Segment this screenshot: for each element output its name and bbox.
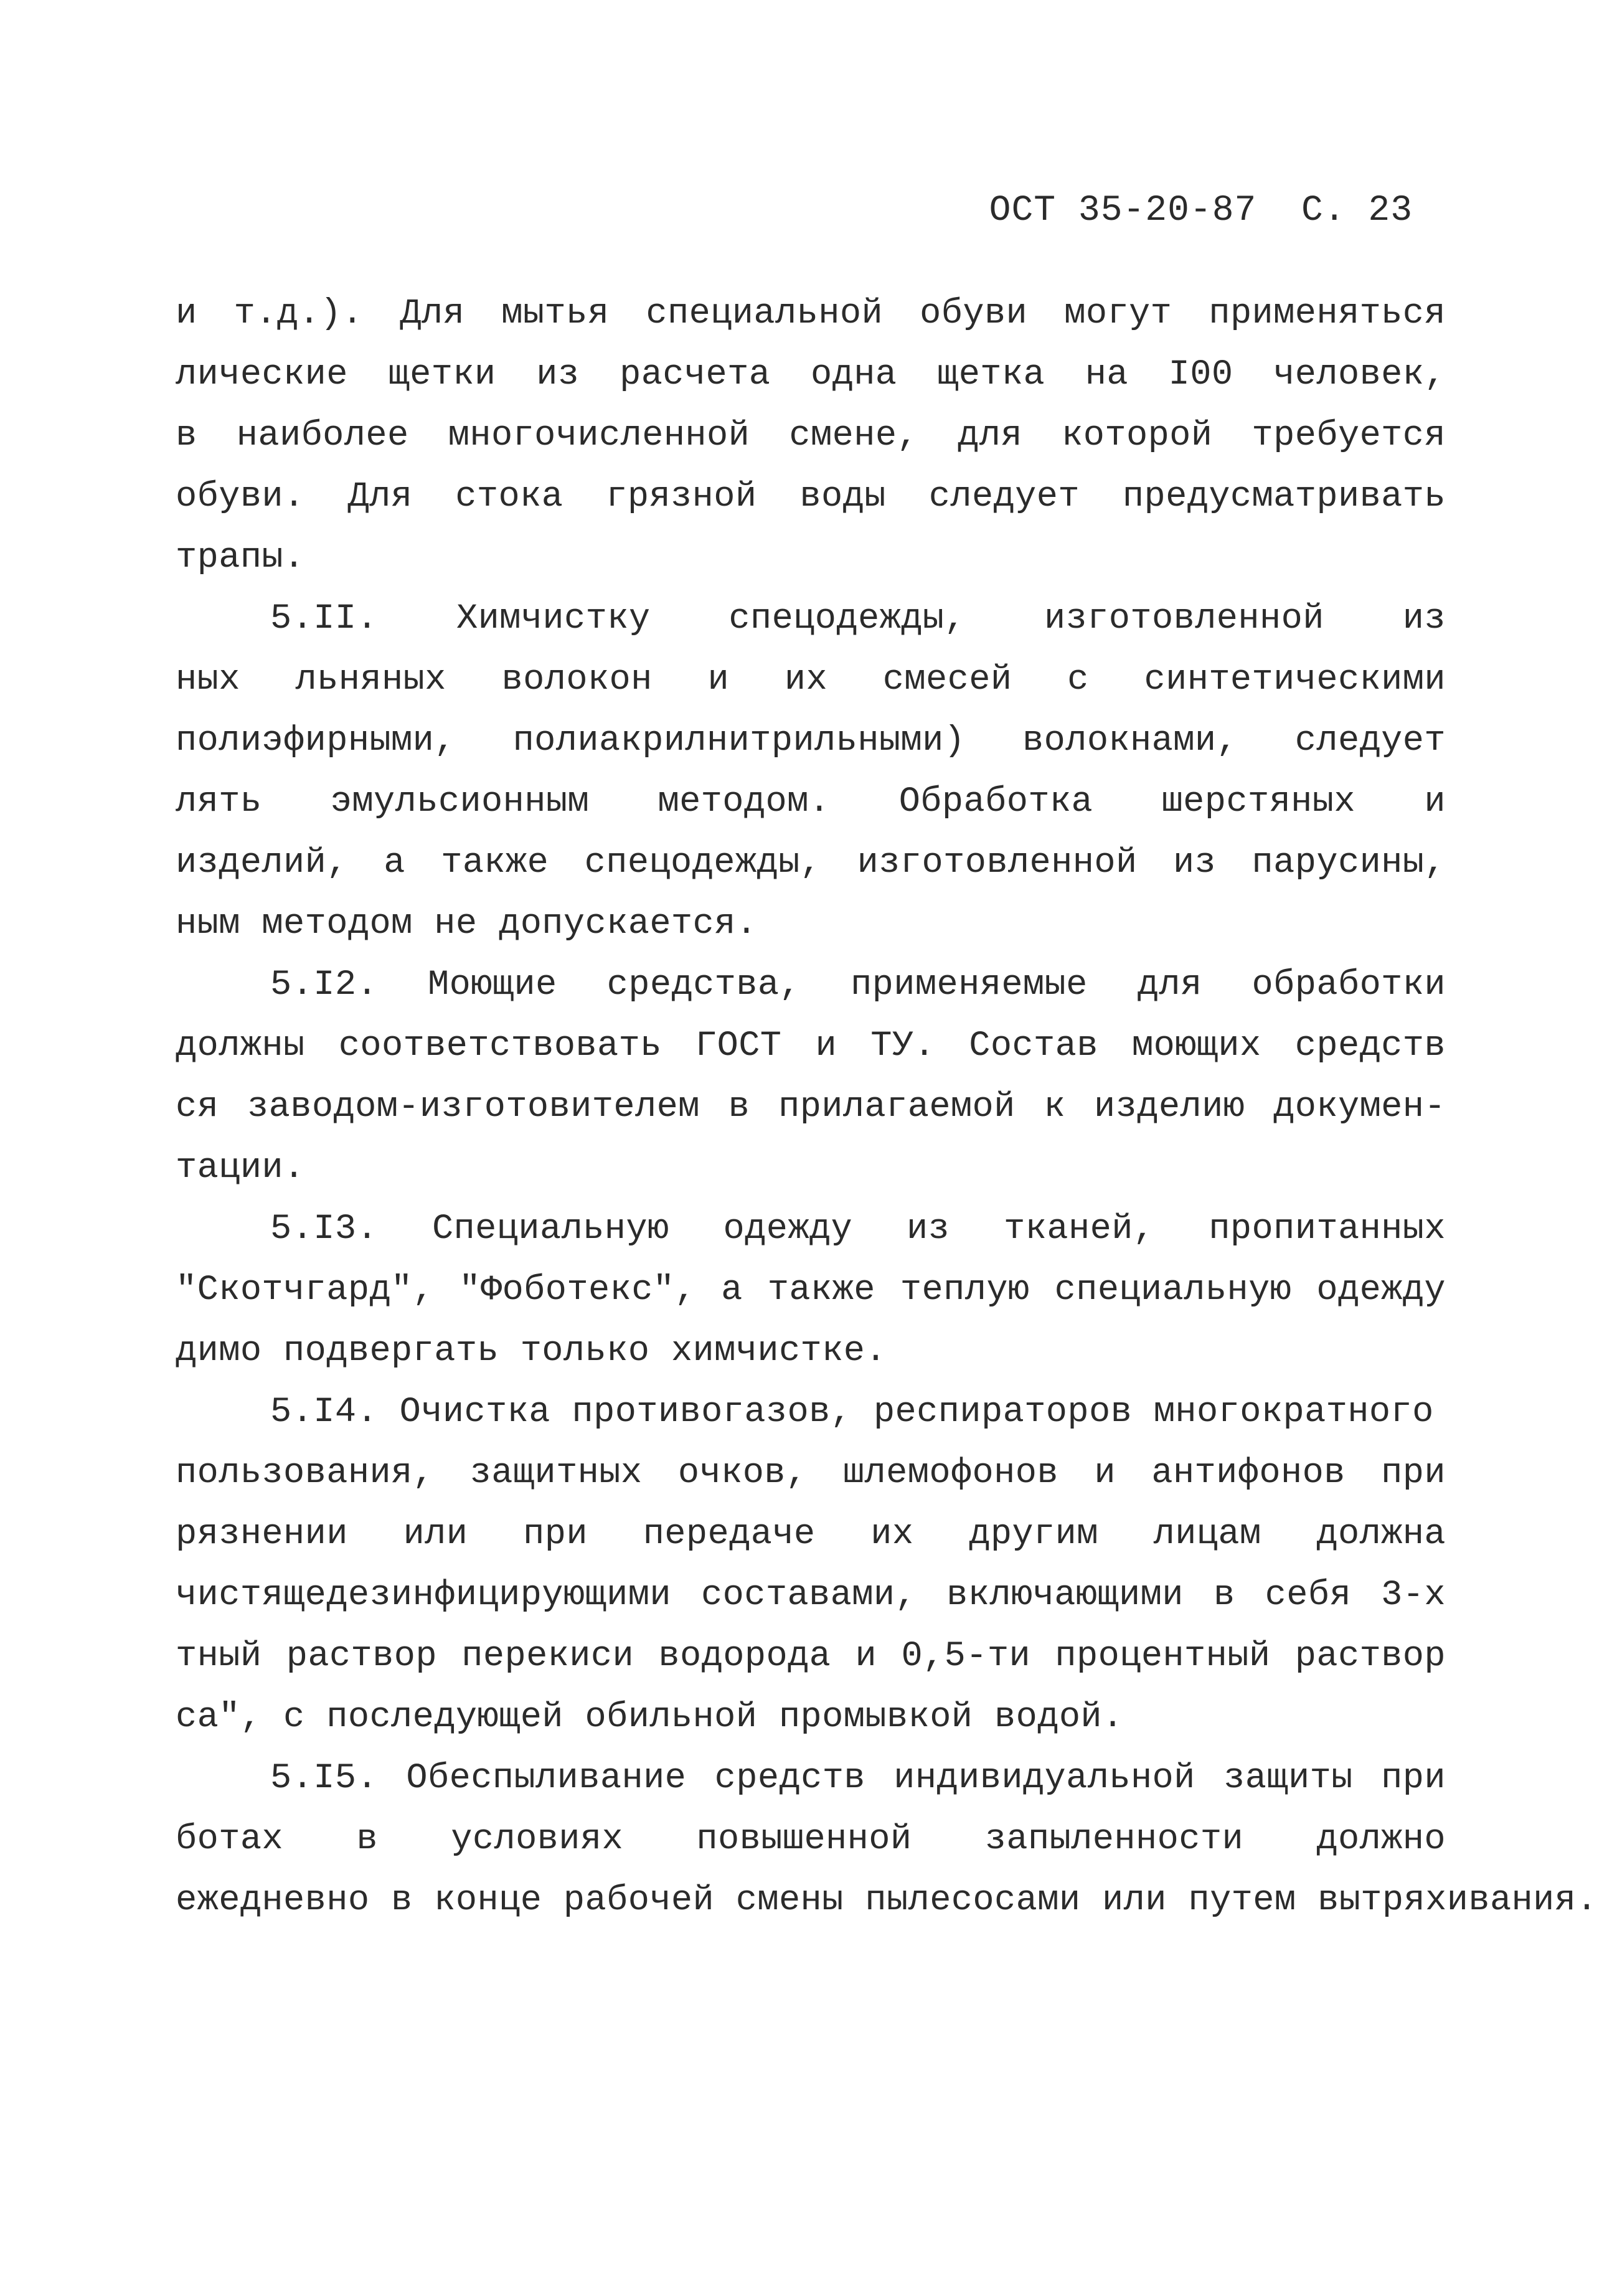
text-line: рязнении или при передаче их другим лицам должна — [176, 1514, 1446, 1554]
text-line: пользования, защитных очков, шлемофонов и антифонов при — [176, 1453, 1446, 1493]
text-line: 5.II. Химчистку спецодежды, изготовленной из — [270, 599, 1446, 639]
text-line: 5.I3. Специальную одежду из тканей, пропитанных — [270, 1209, 1446, 1249]
text-line: 5.I5. Обеспыливание средств индивидуальной защиты при — [270, 1759, 1446, 1798]
text-line: 5.I4. Очистка противогазов, респираторов многократного — [270, 1392, 1434, 1432]
text-line: "Скотчгард", "Фоботекс", а также теплую специальную одежду — [176, 1270, 1446, 1310]
page-header — [989, 193, 1413, 229]
text-line: ных льняных волокон и их смесей с синтетическими — [176, 660, 1446, 700]
document-id: ОСТ 35-20-87 — [989, 191, 1257, 231]
text-line: ежедневно в конце рабочей смены пылесосами или путем вытряхивания. — [176, 1881, 1598, 1920]
text-line: лические щетки из расчета одна щетка на I00 человек, — [176, 355, 1446, 395]
paragraph-continuation — [176, 283, 1446, 588]
text-line: тный раствор перекиси водорода и 0,5-ти процентный раствор — [176, 1637, 1446, 1676]
text-line: чистящедезинфицирующими составами, включающими в себя 3-х — [176, 1576, 1446, 1615]
text-line: трапы. — [176, 538, 305, 578]
paragraph-5-14 — [176, 1382, 1446, 1748]
paragraph-5-12 — [176, 955, 1446, 1199]
text-line: обуви. Для стока грязной воды следует предусматривать — [176, 477, 1446, 517]
text-line: в наиболее многочисленной смене, для которой требуется — [176, 416, 1446, 456]
text-line: должны соответствовать ГОСТ и ТУ. Состав моющих средств — [176, 1026, 1446, 1066]
text-line: ботах в условиях повышенной запыленности должно — [176, 1820, 1446, 1859]
paragraph-5-13 — [176, 1199, 1446, 1382]
text-line: ся заводом-изготовителем в прилагаемой к изделию докумен- — [176, 1087, 1446, 1127]
text-line: ным методом не допускается. — [176, 904, 758, 944]
text-line: изделий, а также спецодежды, изготовленной из парусины, — [176, 843, 1446, 883]
text-line: димо подвергать только химчистке. — [176, 1331, 887, 1371]
text-line: са", с последующей обильной промывкой водой. — [176, 1698, 1124, 1737]
text-line: и т.д.). Для мытья специальной обуви могут применяться — [176, 294, 1446, 334]
paragraph-5-11 — [176, 588, 1446, 955]
text-line: тации. — [176, 1148, 305, 1188]
text-line: 5.I2. Моющие средства, применяемые для обработки — [270, 965, 1446, 1005]
page-number: С. 23 — [1301, 191, 1413, 231]
paragraph-5-15 — [176, 1748, 1598, 1931]
text-line: полиэфирными, полиакрилнитрильными) волокнами, следует — [176, 721, 1446, 761]
text-line: лять эмульсионным методом. Обработка шерстяных и — [176, 782, 1446, 822]
document-body — [176, 283, 1598, 1931]
